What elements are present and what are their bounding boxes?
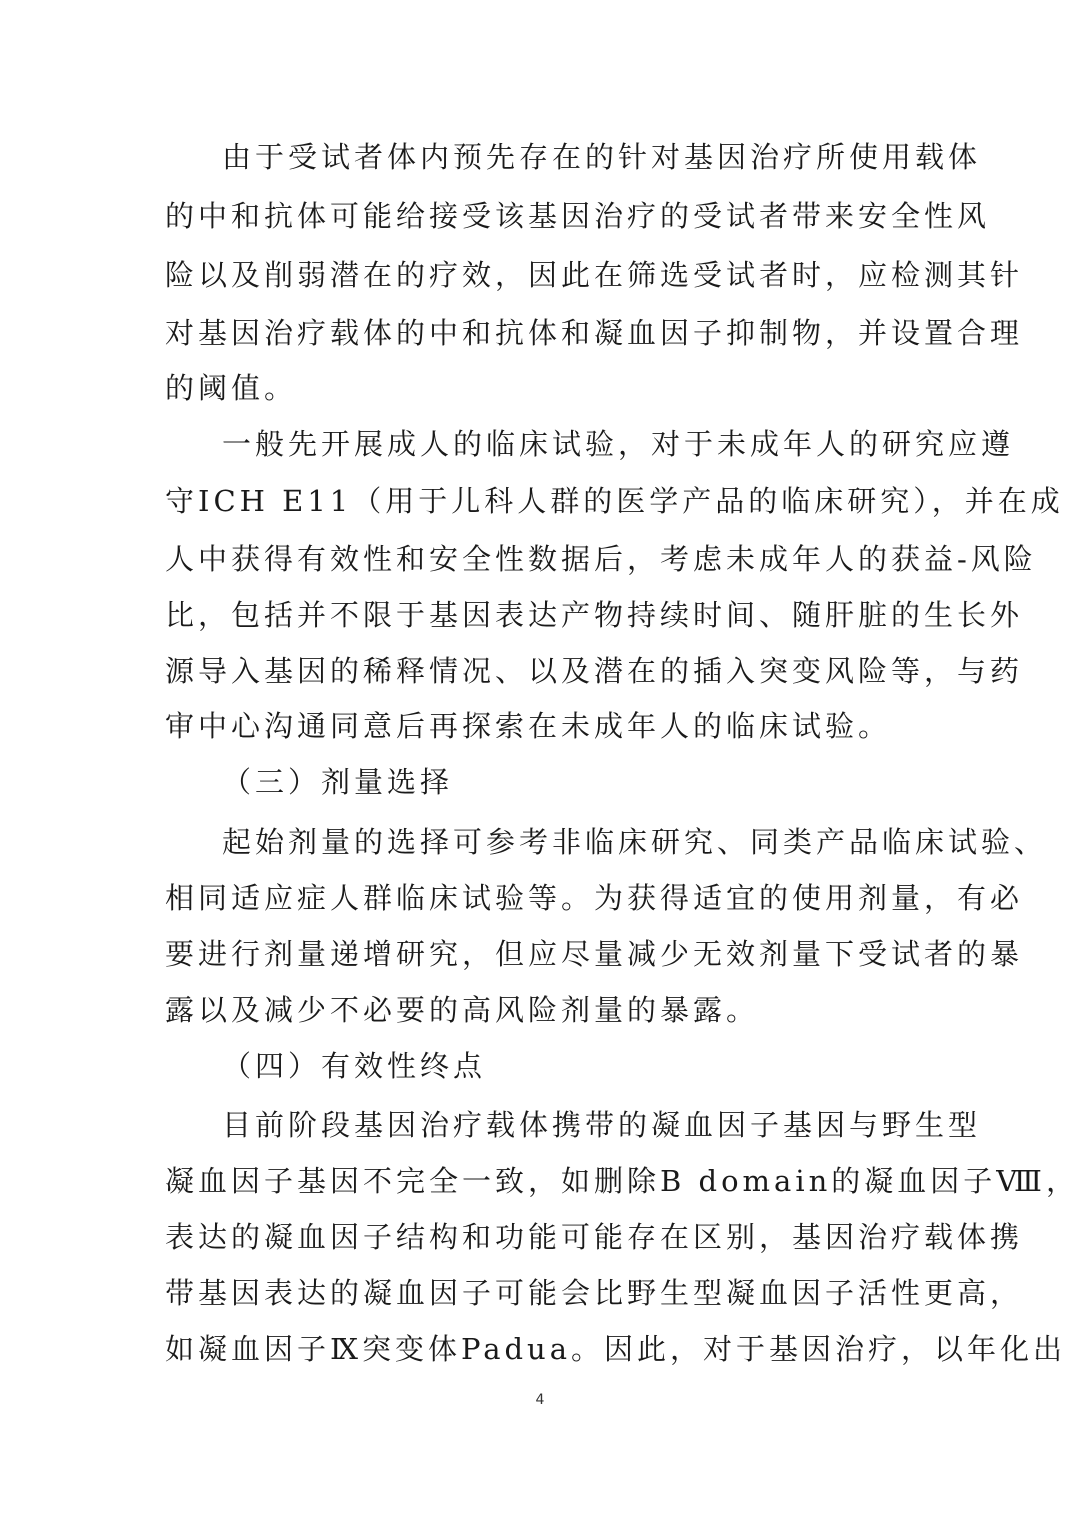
paragraph-line: 对基因治疗载体的中和抗体和凝血因子抑制物，并设置合理 [165,316,1024,350]
paragraph-line: 露以及减少不必要的高风险剂量的暴露。 [165,993,760,1027]
paragraph-line: 目前阶段基因治疗载体携带的凝血因子基因与野生型 [222,1108,982,1142]
paragraph-line: 审中心沟通同意后再探索在未成年人的临床试验。 [165,709,892,743]
paragraph-line: 凝血因子基因不完全一致，如删除B domain的凝血因子Ⅷ， [165,1164,1079,1198]
section-heading: （四）有效性终点 [222,1049,487,1083]
paragraph-line: 起始剂量的选择可参考非临床研究、同类产品临床试验、 [222,825,1048,859]
paragraph-line: 带基因表达的凝血因子可能会比野生型凝血因子活性更高， [165,1276,1024,1310]
paragraph-line: 相同适应症人群临床试验等。为获得适宜的使用剂量，有必 [165,881,1024,915]
paragraph-line: 守ICH E11（用于儿科人群的医学产品的临床研究），并在成 [165,484,1064,518]
paragraph-line: 的中和抗体可能给接受该基因治疗的受试者带来安全性风 [165,199,991,233]
paragraph-line: 表达的凝血因子结构和功能可能存在区别，基因治疗载体携 [165,1220,1024,1254]
paragraph-line: 人中获得有效性和安全性数据后，考虑未成年人的获益-风险 [165,542,1037,576]
paragraph-line: 源导入基因的稀释情况、以及潜在的插入突变风险等，与药 [165,654,1024,688]
page-number: 4 [535,1392,545,1408]
paragraph-line: 比，包括并不限于基因表达产物持续时间、随肝脏的生长外 [165,598,1024,632]
paragraph-line: 险以及削弱潜在的疗效，因此在筛选受试者时，应检测其针 [165,258,1024,292]
paragraph-line: 要进行剂量递增研究，但应尽量减少无效剂量下受试者的暴 [165,937,1024,971]
paragraph-line: 如凝血因子Ⅸ突变体Padua。因此，对于基因治疗，以年化出 [165,1332,1067,1366]
paragraph-line: 的阈值。 [165,371,298,405]
paragraph-line: 由于受试者体内预先存在的针对基因治疗所使用载体 [222,140,982,174]
paragraph-line: 一般先开展成人的临床试验，对于未成年人的研究应遵 [222,427,1015,461]
section-heading: （三）剂量选择 [222,765,454,799]
